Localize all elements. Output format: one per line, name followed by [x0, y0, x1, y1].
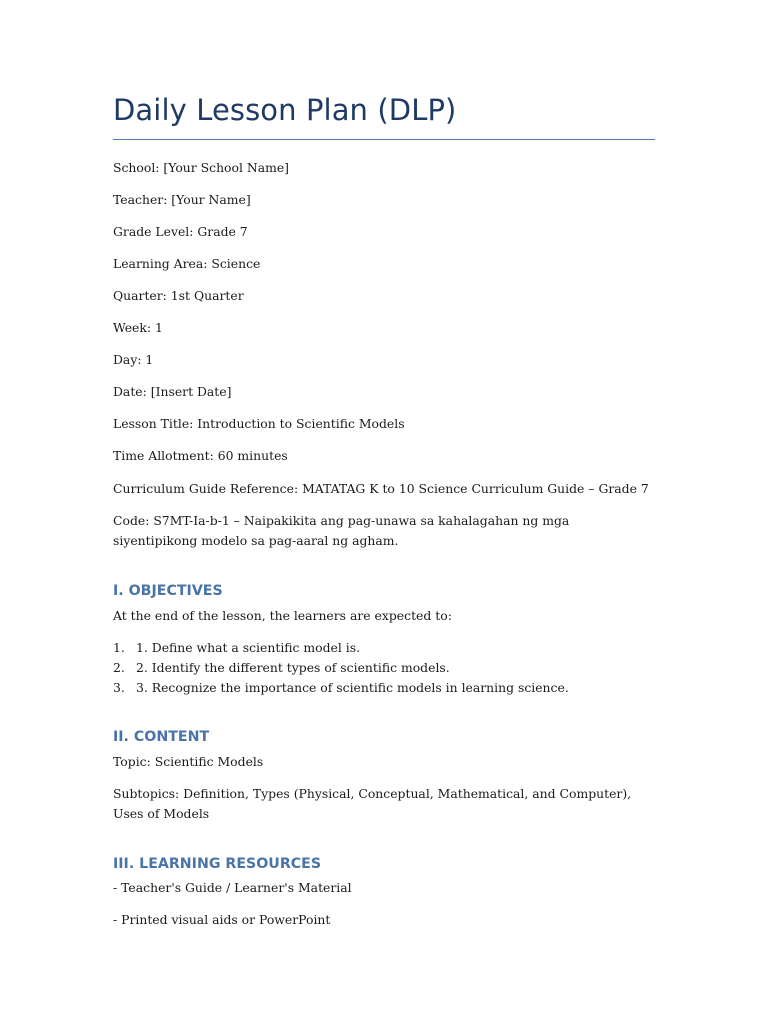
objective-text: 1. Define what a scientific model is.: [136, 640, 361, 655]
info-date: Date: [Insert Date]: [113, 384, 232, 399]
info-curriculum-guide: Curriculum Guide Reference: MATATAG K to 10 Science Curriculum Guide – Grade 7: [113, 481, 649, 496]
objective-text: 3. Recognize the importance of scientific models in learning science.: [136, 680, 569, 695]
info-code: Code: S7MT-Ia-b-1 – Naipakikita ang pag-unawa sa kahalagahan ng mga siyentipikong modelo sa pag-aaral ng agham.: [113, 513, 570, 548]
objectives-list: [113, 638, 569, 698]
objective-item: [113, 658, 569, 678]
content-topic: Topic: Scientific Models: [113, 754, 264, 769]
objectives-intro: At the end of the lesson, the learners are expected to:: [113, 608, 452, 623]
objective-number: 2.: [113, 660, 125, 675]
objective-text: 2. Identify the different types of scientific models.: [136, 660, 450, 675]
info-learning-area: Learning Area: Science: [113, 256, 261, 271]
content-heading: II. CONTENT: [113, 729, 210, 745]
resource-item-visual-aids: - Printed visual aids or PowerPoint: [113, 912, 331, 927]
info-lesson-title: Lesson Title: Introduction to Scientific Models: [113, 416, 405, 431]
info-day: Day: 1: [113, 352, 154, 367]
info-teacher: Teacher: [Your Name]: [113, 192, 251, 207]
content-subtopics: Subtopics: Definition, Types (Physical, Conceptual, Mathematical, and Computer), Uses of Models: [113, 786, 632, 821]
objectives-heading: I. OBJECTIVES: [113, 583, 223, 599]
info-grade-level: Grade Level: Grade 7: [113, 224, 248, 239]
resource-item-teachers-guide: - Teacher's Guide / Learner's Material: [113, 880, 352, 895]
objective-item: [113, 638, 569, 658]
document-title: Daily Lesson Plan (DLP): [113, 93, 457, 127]
title-underline: [113, 139, 655, 140]
info-quarter: Quarter: 1st Quarter: [113, 288, 244, 303]
info-time-allotment: Time Allotment: 60 minutes: [113, 448, 288, 463]
objective-item: [113, 678, 569, 698]
info-school: School: [Your School Name]: [113, 160, 290, 175]
objective-number: 3.: [113, 680, 125, 695]
resources-heading: III. LEARNING RESOURCES: [113, 856, 322, 872]
info-week: Week: 1: [113, 320, 163, 335]
objective-number: 1.: [113, 640, 125, 655]
